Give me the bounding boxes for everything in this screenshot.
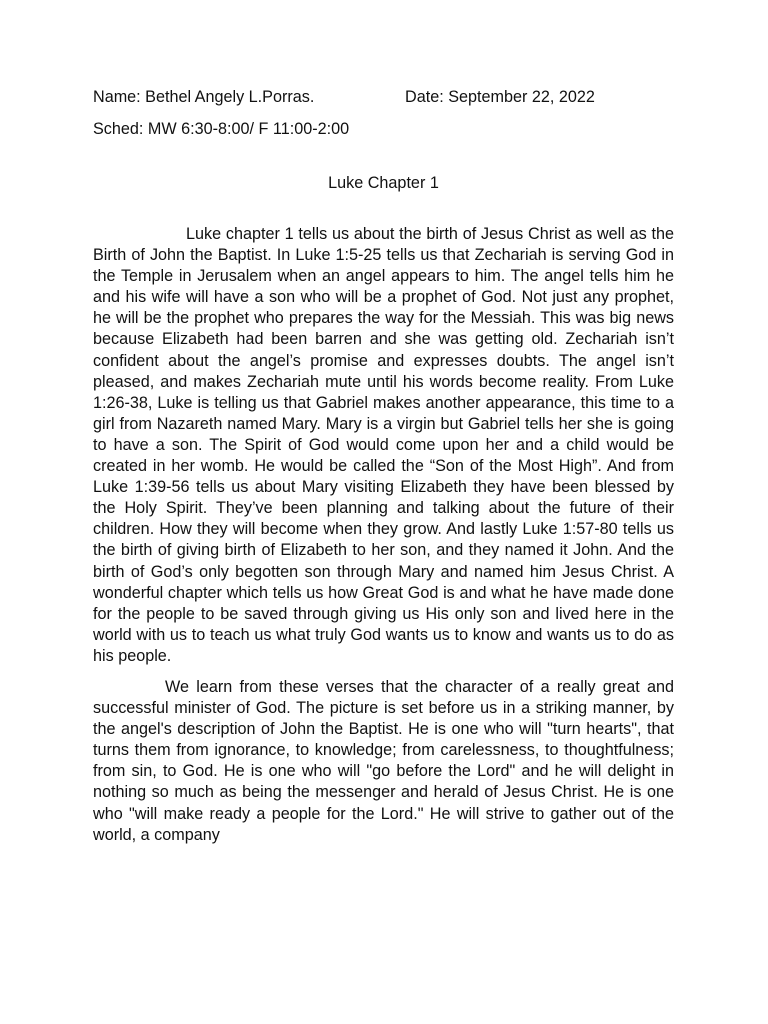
submission-date: Date: September 22, 2022 bbox=[405, 88, 595, 106]
document-page bbox=[93, 86, 674, 846]
body-paragraph-1: Luke chapter 1 tells us about the birth of Jesus Christ as well as the Birth of John the Baptist. In Luke 1:5-25 tells us that Zechariah is serving God in the Temple in Jerusalem when an angel appears to him. The angel tells him he and his wife will have a son who will be a prophet of God. Not just any prophet, he will be the prophet who prepares the way for the Messiah. This was big news because Elizabeth had been barren and she was getting old. Zechariah isn’t confident about the angel’s promise and expresses doubts. The angel isn’t pleased, and makes Zechariah mute until his words become reality. From Luke 1:26-38, Luke is telling us that Gabriel makes another appearance, this time to a girl from Nazareth named Mary. Mary is a virgin but Gabriel tells her she is going to have a son. The Spirit of God would come upon her and a child would be created in her womb. He would be called the “Son of the Most High”. And from Luke 1:39-56 tells us about Mary visiting Elizabeth they have been blessed by the Holy Spirit. They’ve been planning and talking about the future of their children. How they will become when they grow. And lastly Luke 1:57-80 tells us the birth of giving birth of Elizabeth to her son, and they named it John. And the birth of God’s only begotten son through Mary and named him Jesus Christ. A wonderful chapter which tells us how Great God is and what he have made done for the people to be saved through giving us His only son and lived here in the world with us to teach us what truly God wants us to know and wants us to do as his people. bbox=[93, 225, 674, 665]
schedule-line: Sched: MW 6:30-8:00/ F 11:00-2:00 bbox=[93, 120, 350, 138]
body-paragraph-2: We learn from these verses that the character of a really great and successful minister of God. The picture is set before us in a striking manner, by the angel's description of John the Baptist. He is one who will "turn hearts", that turns them from ignorance, to knowledge; from carelessness, to thoughtfulness; from sin, to God. He is one who will "go before the Lord" and he will delight in nothing so much as being the messenger and herald of Jesus Christ. He is one who "will make ready a people for the Lord." He will strive to gather out of the world, a company bbox=[93, 677, 674, 844]
header-row bbox=[93, 86, 674, 108]
document-title: Luke Chapter 1 bbox=[328, 174, 439, 192]
student-name: Name: Bethel Angely L.Porras. bbox=[93, 88, 315, 106]
